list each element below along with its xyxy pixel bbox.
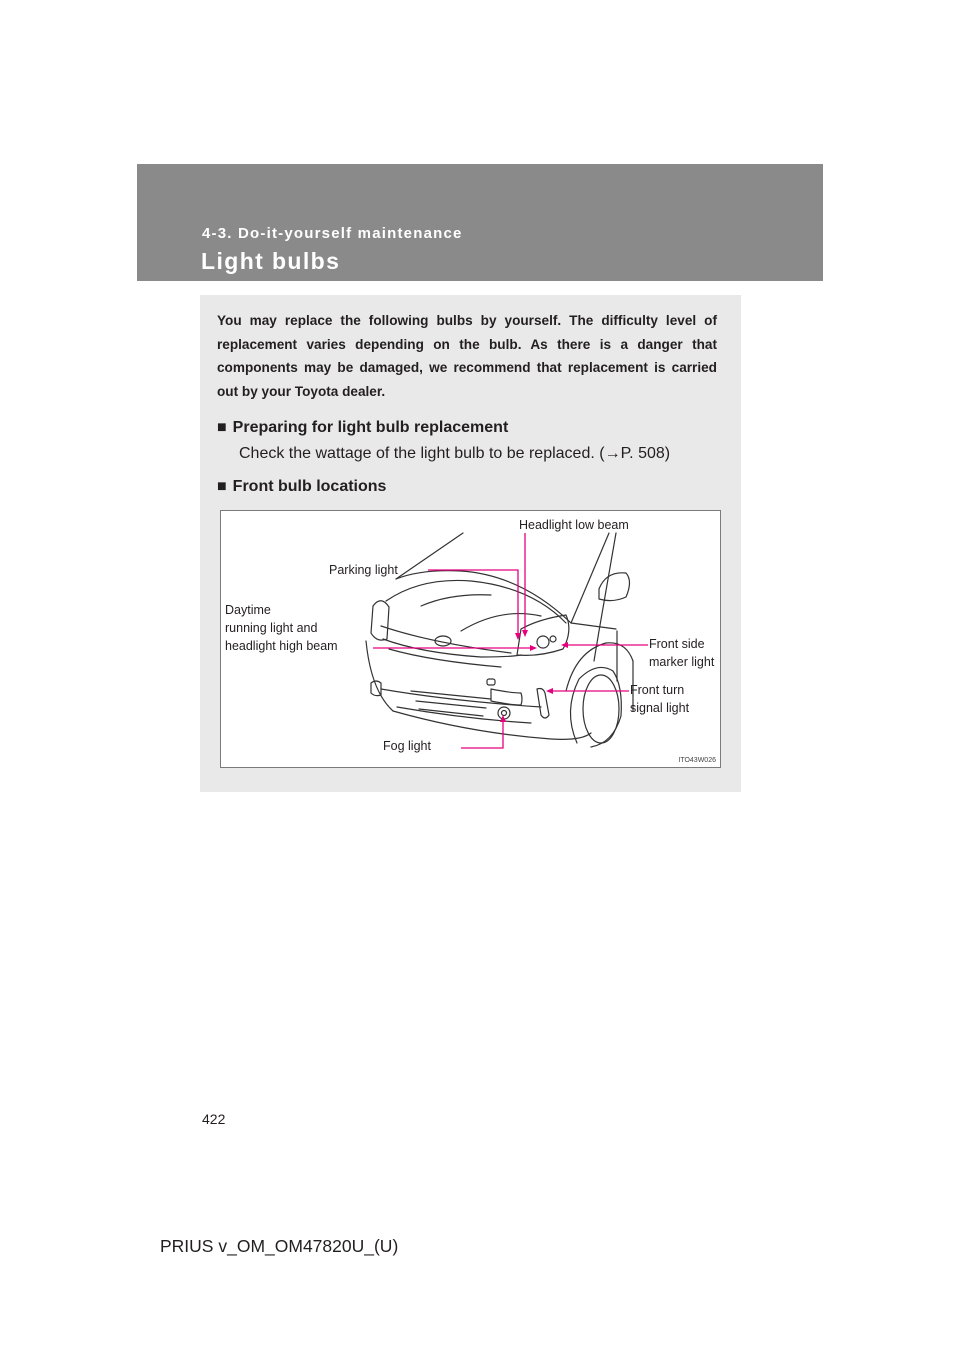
page-number: 422 bbox=[202, 1111, 226, 1127]
page-title: Light bulbs bbox=[201, 248, 341, 274]
bullet-square-icon: ■ bbox=[217, 419, 227, 436]
label-fog-light: Fog light bbox=[383, 739, 431, 753]
label-front-turn-signal: Front turn signal light bbox=[630, 683, 690, 715]
chapter-header bbox=[137, 164, 823, 281]
content-panel bbox=[200, 295, 741, 792]
bullet-square-icon: ■ bbox=[217, 478, 227, 495]
callout-arrowheads bbox=[500, 630, 568, 722]
label-parking-light: Parking light bbox=[329, 563, 398, 577]
document-footer: PRIUS v_OM_OM47820U_(U) bbox=[160, 1236, 399, 1256]
wattage-instruction: Check the wattage of the light bulb to be replaced. (→P. 508) bbox=[239, 445, 671, 462]
heading-text: Front bulb locations bbox=[232, 478, 387, 495]
label-daytime-running-light: Daytime running light and headlight high beam bbox=[225, 603, 338, 653]
section-title: 4-3. Do-it-yourself maintenance bbox=[202, 225, 463, 242]
arrow-icon: → bbox=[604, 445, 621, 462]
page-reference-link[interactable]: P. 508) bbox=[620, 445, 671, 462]
figure-code: ITO43W026 bbox=[678, 757, 716, 764]
callout-lines bbox=[373, 533, 648, 748]
front-bulb-diagram bbox=[220, 510, 721, 768]
label-headlight-low-beam: Headlight low beam bbox=[519, 518, 629, 532]
heading-text: Preparing for light bulb replacement bbox=[232, 419, 509, 436]
car-outline bbox=[366, 533, 633, 747]
intro-paragraph: You may replace the following bulbs by yourself. The difficulty level of replacement varies depending on the bulb. As there is a danger that components may be damaged, we recommend that replacement is carried out by your Toyota dealer. bbox=[217, 313, 717, 399]
label-front-side-marker: Front side marker light bbox=[649, 637, 715, 669]
heading-front-bulbs bbox=[217, 478, 386, 496]
heading-preparing bbox=[217, 419, 508, 437]
